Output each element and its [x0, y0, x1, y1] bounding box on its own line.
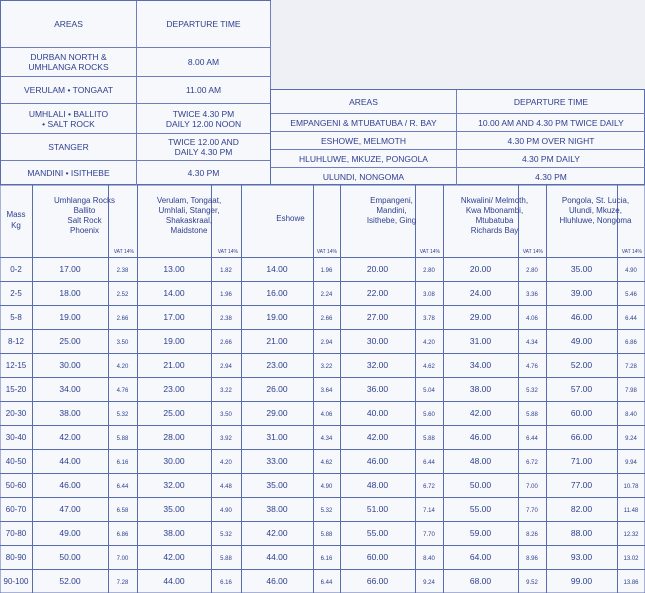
- rate-value: 30.00: [366, 336, 389, 346]
- vat-value: 7.14: [423, 508, 435, 514]
- vat-value: 4.62: [320, 460, 333, 466]
- rate-value: 18.00: [59, 288, 81, 298]
- rate-value: 46.00: [570, 312, 593, 322]
- vat-value: 6.86: [625, 340, 637, 346]
- vat-value: 11.48: [623, 508, 639, 514]
- rate-value: 19.00: [266, 312, 288, 322]
- mass-value: 80-90: [5, 553, 27, 562]
- area-column-header: Ballito: [73, 206, 96, 215]
- vat-label: VAT 14%: [621, 249, 642, 255]
- schedule-left-time: 4.30 PM: [137, 161, 271, 185]
- rate-value: 20.00: [366, 264, 389, 274]
- vat-value: 4.20: [423, 340, 435, 346]
- rate-value: 38.00: [59, 408, 81, 418]
- rate-value: 21.00: [163, 360, 185, 370]
- vat-value: 5.32: [320, 508, 333, 514]
- rate-value: 88.00: [570, 528, 593, 538]
- vat-value: 1.96: [220, 292, 232, 298]
- rate-value: 71.00: [570, 456, 593, 466]
- vat-value: 4.48: [220, 484, 232, 490]
- rate-value: 32.00: [366, 360, 389, 370]
- mass-value: 60-70: [5, 505, 27, 514]
- area-column-header: Shakaskraal,: [165, 216, 213, 225]
- rate-value: 24.00: [469, 288, 492, 298]
- rate-value: 40.00: [366, 408, 389, 418]
- vat-value: 3.36: [526, 292, 538, 298]
- vat-value: 3.50: [116, 340, 129, 346]
- schedule-left-time: 11.00 AM: [137, 77, 271, 104]
- rate-value: 38.00: [469, 384, 492, 394]
- rate-value: 48.00: [469, 456, 492, 466]
- vat-value: 4.34: [320, 436, 333, 442]
- schedule-right-time: 10.00 AM AND 4.30 PM TWICE DAILY: [457, 114, 645, 132]
- schedule-right-table: [270, 89, 645, 185]
- vat-value: 6.86: [116, 532, 129, 538]
- mass-value: 15-20: [5, 385, 27, 394]
- rate-value: 51.00: [366, 504, 389, 514]
- rate-value: 17.00: [59, 264, 81, 274]
- vat-value: 2.80: [526, 268, 538, 274]
- area-column-header: Isithebe, Ging: [366, 216, 417, 225]
- rate-value: 26.00: [266, 384, 288, 394]
- schedule-left-table: [0, 0, 271, 185]
- area-column-header: Empangeni,: [370, 196, 413, 205]
- vat-value: 4.20: [116, 364, 129, 370]
- vat-value: 3.92: [220, 436, 232, 442]
- mass-value: 90-100: [3, 577, 29, 586]
- schedule-right-area: ESHOWE, MELMOTH: [271, 132, 457, 150]
- vat-value: 4.06: [526, 316, 538, 322]
- mass-value: 2-5: [10, 289, 22, 298]
- rate-value: 52.00: [59, 576, 81, 586]
- vat-value: 5.04: [423, 388, 435, 394]
- vat-value: 4.62: [423, 364, 435, 370]
- area-column-header: Maidstone: [170, 226, 208, 235]
- vat-value: 3.22: [320, 364, 333, 370]
- vat-value: 5.88: [320, 532, 333, 538]
- vat-value: 8.96: [526, 556, 538, 562]
- schedule-left-departure-header: DEPARTURE TIME: [137, 1, 271, 48]
- rate-value: 16.00: [266, 288, 288, 298]
- mass-value: 20-30: [5, 409, 27, 418]
- vat-label: VAT 14%: [316, 249, 337, 255]
- schedule-right-area: ULUNDI, NONGOMA: [271, 168, 457, 185]
- rate-value: 17.00: [163, 312, 185, 322]
- rate-value: 35.00: [266, 480, 288, 490]
- vat-value: 10.78: [623, 484, 639, 490]
- vat-value: 2.94: [220, 364, 232, 370]
- vat-value: 5.32: [220, 532, 232, 538]
- rate-value: 44.00: [163, 576, 185, 586]
- rate-value: 25.00: [163, 408, 185, 418]
- rate-value: 38.00: [266, 504, 288, 514]
- vat-value: 5.32: [526, 388, 538, 394]
- schedule-left-area: DURBAN NORTH & UMHLANGA ROCKS: [1, 48, 137, 77]
- rate-value: 49.00: [570, 336, 593, 346]
- vat-value: 3.22: [220, 388, 232, 394]
- vat-value: 6.16: [220, 580, 232, 586]
- vat-value: 4.90: [625, 268, 637, 274]
- vat-value: 5.88: [116, 436, 129, 442]
- schedule-right-time: 4.30 PM OVER NIGHT: [457, 132, 645, 150]
- vat-value: 12.32: [623, 532, 639, 538]
- rate-value: 66.00: [570, 432, 593, 442]
- vat-value: 7.00: [116, 556, 129, 562]
- area-column-header: Salt Rock: [67, 216, 102, 225]
- rate-value: 35.00: [163, 504, 185, 514]
- vat-value: 1.96: [320, 268, 333, 274]
- vat-value: 5.32: [116, 412, 129, 418]
- schedule-left-area: STANGER: [1, 134, 137, 161]
- rate-value: 19.00: [163, 336, 185, 346]
- rate-value: 30.00: [163, 456, 185, 466]
- schedule-right-areas-header: AREAS: [271, 90, 457, 114]
- area-column-header: Nkwalini/ Melmoth,: [460, 196, 529, 205]
- vat-value: 3.08: [423, 292, 435, 298]
- rate-value: 42.00: [59, 432, 81, 442]
- rate-value: 50.00: [59, 552, 81, 562]
- schedule-right-departure-header: DEPARTURE TIME: [457, 90, 645, 114]
- vat-label: VAT 14%: [522, 249, 543, 255]
- rate-value: 42.00: [266, 528, 288, 538]
- vat-value: 4.90: [320, 484, 333, 490]
- rate-value: 27.00: [366, 312, 389, 322]
- schedule-right-time: 4.30 PM DAILY: [457, 150, 645, 168]
- vat-value: 6.44: [526, 436, 538, 442]
- mass-value: 0-2: [10, 265, 22, 274]
- vat-value: 2.66: [116, 316, 129, 322]
- area-column-header: Phoenix: [70, 226, 99, 235]
- schedule-left-time: TWICE 12.00 AND DAILY 4.30 PM: [137, 134, 271, 161]
- rate-value: 46.00: [59, 480, 81, 490]
- vat-value: 6.16: [320, 556, 333, 562]
- rate-value: 46.00: [366, 456, 389, 466]
- vat-value: 4.76: [116, 388, 129, 394]
- vat-value: 4.06: [320, 412, 333, 418]
- area-column-header: Mandini,: [376, 206, 407, 215]
- mass-value: 12-15: [5, 361, 27, 370]
- vat-value: 2.80: [423, 268, 435, 274]
- vat-value: 8.40: [423, 556, 435, 562]
- vat-value: 6.44: [116, 484, 129, 490]
- schedule-left-area: VERULAM • TONGAAT: [1, 77, 137, 104]
- rate-value: 52.00: [570, 360, 593, 370]
- vat-value: 6.72: [526, 460, 538, 466]
- area-column-header: Hluhluwe, Nongoma: [559, 216, 632, 225]
- rate-value: 34.00: [469, 360, 492, 370]
- rate-value: 22.00: [366, 288, 389, 298]
- rate-value: 28.00: [163, 432, 185, 442]
- rates-table: [0, 185, 645, 593]
- area-column-header: Umhlanga Rocks: [54, 196, 115, 205]
- rate-value: 33.00: [266, 456, 288, 466]
- mass-value: 5-8: [10, 313, 22, 322]
- vat-value: 4.76: [526, 364, 538, 370]
- rate-value: 31.00: [266, 432, 288, 442]
- vat-value: 5.88: [423, 436, 435, 442]
- rate-value: 23.00: [266, 360, 288, 370]
- rate-value: 64.00: [469, 552, 492, 562]
- rate-value: 60.00: [570, 408, 593, 418]
- mass-value: 30-40: [5, 433, 27, 442]
- vat-value: 7.98: [625, 388, 637, 394]
- vat-value: 5.60: [423, 412, 435, 418]
- vat-value: 13.02: [623, 556, 639, 562]
- schedule-left-area: UMHLALI • BALLITO • SALT ROCK: [1, 104, 137, 134]
- vat-value: 13.86: [623, 580, 639, 586]
- vat-value: 4.90: [220, 508, 232, 514]
- schedule-right-area: HLUHLUWE, MKUZE, PONGOLA: [271, 150, 457, 168]
- vat-value: 5.88: [526, 412, 538, 418]
- rate-value: 44.00: [59, 456, 81, 466]
- vat-value: 7.70: [526, 508, 538, 514]
- vat-value: 5.46: [625, 292, 637, 298]
- rate-value: 39.00: [570, 288, 593, 298]
- rate-value: 14.00: [163, 288, 185, 298]
- vat-value: 4.20: [220, 460, 232, 466]
- vat-value: 8.40: [625, 412, 637, 418]
- vat-value: 7.28: [625, 364, 637, 370]
- area-column-header: Ulundi, Mkuze,: [569, 206, 622, 215]
- rate-value: 49.00: [59, 528, 81, 538]
- rate-value: 29.00: [469, 312, 492, 322]
- area-column-header: Mtubatuba: [475, 216, 514, 225]
- rate-value: 55.00: [469, 504, 492, 514]
- rates-grid: [0, 185, 645, 593]
- area-column-header: Richards Bay: [470, 226, 519, 235]
- mass-value: 50-60: [5, 481, 27, 490]
- schedule-right-area: EMPANGENI & MTUBATUBA / R. BAY: [271, 114, 457, 132]
- rate-value: 14.00: [266, 264, 288, 274]
- rate-value: 93.00: [570, 552, 593, 562]
- vat-value: 6.44: [320, 580, 333, 586]
- vat-value: 3.78: [423, 316, 435, 322]
- vat-value: 9.24: [423, 580, 435, 586]
- schedule-left-time: TWICE 4.30 PM DAILY 12.00 NOON: [137, 104, 271, 134]
- vat-value: 2.52: [116, 292, 129, 298]
- vat-value: 2.38: [220, 316, 232, 322]
- rate-value: 59.00: [469, 528, 492, 538]
- vat-value: 7.70: [423, 532, 435, 538]
- rate-value: 36.00: [366, 384, 389, 394]
- vat-label: VAT 14%: [217, 249, 238, 255]
- rate-value: 82.00: [570, 504, 593, 514]
- vat-value: 9.94: [625, 460, 637, 466]
- rate-value: 46.00: [266, 576, 288, 586]
- area-column-header: Umhlali, Stanger,: [158, 206, 220, 215]
- rate-value: 42.00: [469, 408, 492, 418]
- mass-header: Mass: [6, 210, 26, 219]
- vat-value: 4.34: [526, 340, 538, 346]
- mass-value: 40-50: [5, 457, 27, 466]
- rate-value: 25.00: [59, 336, 81, 346]
- vat-value: 3.50: [220, 412, 232, 418]
- rate-value: 44.00: [266, 552, 288, 562]
- vat-value: 1.82: [220, 268, 232, 274]
- rate-value: 77.00: [570, 480, 593, 490]
- vat-value: 6.44: [625, 316, 637, 322]
- rate-value: 48.00: [366, 480, 389, 490]
- vat-label: VAT 14%: [419, 249, 440, 255]
- rate-value: 47.00: [59, 504, 81, 514]
- rate-value: 42.00: [366, 432, 389, 442]
- schedule-left-time: 8.00 AM: [137, 48, 271, 77]
- mass-header: Kg: [11, 221, 21, 230]
- rate-value: 30.00: [59, 360, 81, 370]
- vat-value: 2.66: [220, 340, 232, 346]
- rate-value: 20.00: [469, 264, 492, 274]
- vat-value: 3.64: [320, 388, 333, 394]
- vat-value: 6.44: [423, 460, 435, 466]
- vat-value: 2.66: [320, 316, 333, 322]
- vat-value: 2.94: [320, 340, 333, 346]
- vat-value: 8.26: [526, 532, 538, 538]
- rate-value: 13.00: [163, 264, 185, 274]
- schedule-right-time: 4.30 PM: [535, 171, 567, 182]
- vat-value: 7.00: [526, 484, 538, 490]
- rate-value: 55.00: [366, 528, 389, 538]
- rate-value: 42.00: [163, 552, 185, 562]
- mass-value: 70-80: [5, 529, 27, 538]
- rate-value: 35.00: [570, 264, 593, 274]
- vat-value: 5.88: [220, 556, 232, 562]
- mass-value: 8-12: [7, 337, 25, 346]
- vat-value: 2.24: [320, 292, 333, 298]
- vat-value: 9.52: [526, 580, 538, 586]
- rate-value: 32.00: [163, 480, 185, 490]
- vat-label: VAT 14%: [113, 249, 134, 255]
- rate-value: 38.00: [163, 528, 185, 538]
- rate-value: 50.00: [469, 480, 492, 490]
- rate-value: 34.00: [59, 384, 81, 394]
- rate-value: 29.00: [266, 408, 288, 418]
- rate-value: 68.00: [469, 576, 492, 586]
- vat-value: 6.16: [116, 460, 129, 466]
- rate-value: 23.00: [163, 384, 185, 394]
- rate-value: 19.00: [59, 312, 81, 322]
- area-column-header: Pongola, St. Lucia,: [561, 196, 630, 205]
- rate-value: 66.00: [366, 576, 389, 586]
- rate-value: 99.00: [570, 576, 593, 586]
- rate-value: 57.00: [570, 384, 593, 394]
- area-column-header: Verulam, Tongaat,: [156, 196, 222, 205]
- rate-value: 21.00: [266, 336, 288, 346]
- vat-value: 7.28: [116, 580, 129, 586]
- area-column-header: Kwa Mbonambi,: [465, 206, 524, 215]
- vat-value: 2.38: [116, 268, 129, 274]
- vat-value: 6.58: [116, 508, 129, 514]
- vat-value: 6.72: [423, 484, 435, 490]
- schedule-left-area: MANDINI • ISITHEBE: [1, 161, 137, 185]
- area-column-header: Eshowe: [276, 214, 305, 223]
- rate-value: 60.00: [366, 552, 389, 562]
- rate-value: 31.00: [469, 336, 492, 346]
- rate-value: 46.00: [469, 432, 492, 442]
- schedule-left-areas-header: AREAS: [1, 1, 137, 48]
- vat-value: 9.24: [625, 436, 637, 442]
